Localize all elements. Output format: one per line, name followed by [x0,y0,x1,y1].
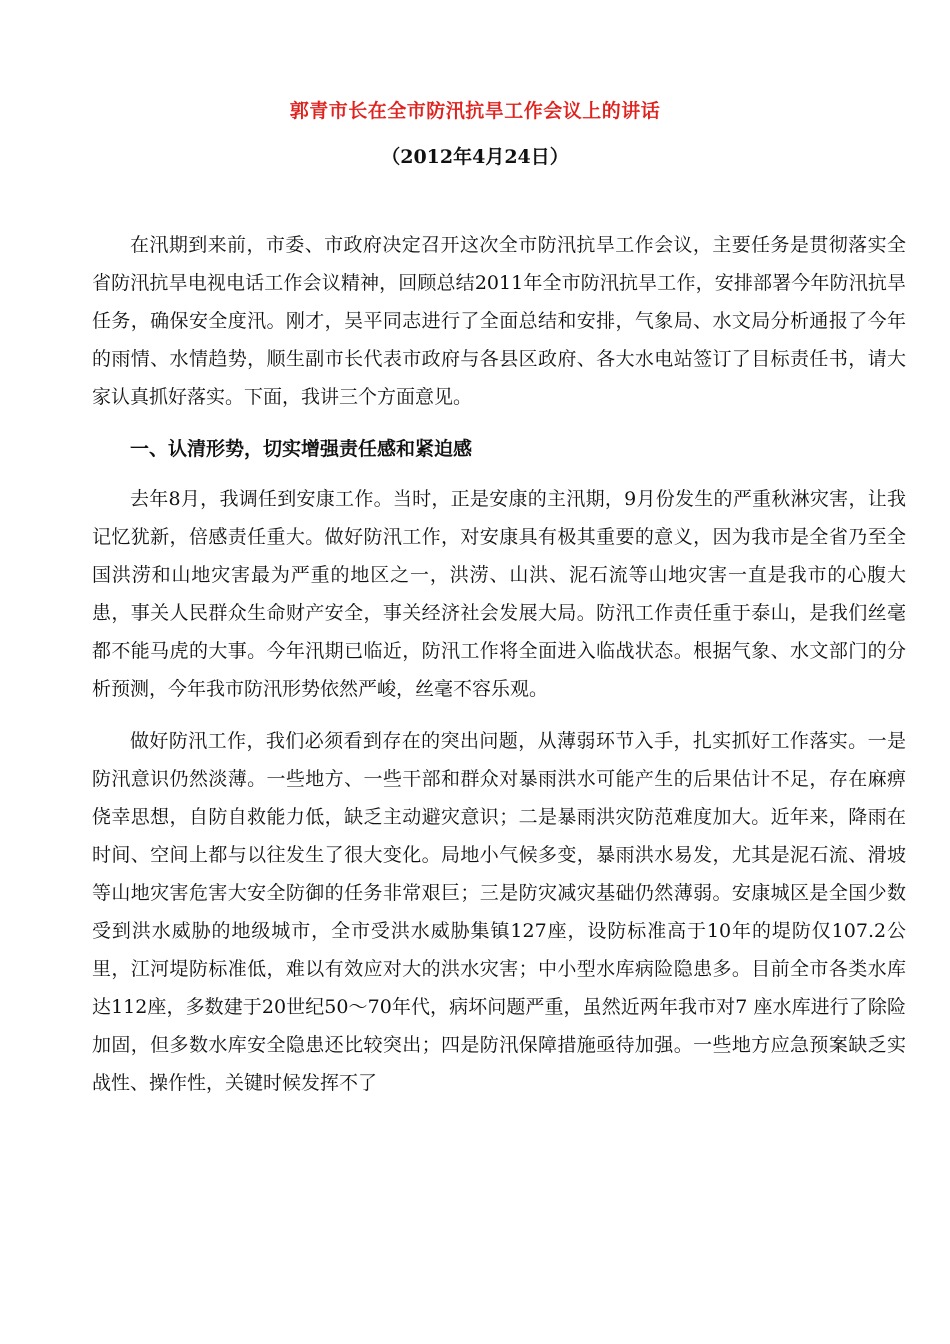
paragraph-situation: 去年8月，我调任到安康工作。当时，正是安康的主汛期，9月份发生的严重秋淋灾害，让我记忆犹新，倍感责任重大。做好防汛工作，对安康具有极其重要的意义，因为我市是全省乃至全国洪涝和山地灾害最为严重的地区之一，洪涝、山洪、泥石流等山地灾害一直是我市的心腹大患，事关人民群众生命财产安全，事关经济社会发展大局。防汛工作责任重于泰山，是我们丝毫都不能马虎的大事。今年汛期已临近，防汛工作将全面进入临战状态。根据气象、水文部门的分析预测，今年我市防汛形势依然严峻，丝毫不容乐观。 [92,488,906,700]
document-body [92,226,906,1102]
document-title: 郭青市长在全市防汛抗旱工作会议上的讲话 [289,100,661,122]
section-heading-1: 一、认清形势，切实增强责任感和紧迫感 [130,438,473,460]
document-date: （2012年4月24日） [381,146,569,168]
paragraph-intro: 在汛期到来前，市委、市政府决定召开这次全市防汛抗旱工作会议，主要任务是贯彻落实全省防汛抗旱电视电话工作会议精神，回顾总结2011年全市防汛抗旱工作，安排部署今年防汛抗旱任务，确保安全度汛。刚才，吴平同志进行了全面总结和安排，气象局、水文局分析通报了今年的雨情、水情趋势，顺生副市长代表市政府与各县区政府、各大水电站签订了目标责任书，请大家认真抓好落实。下面，我讲三个方面意见。 [92,234,906,408]
paragraph-problems: 做好防汛工作，我们必须看到存在的突出问题，从薄弱环节入手，扎实抓好工作落实。一是防汛意识仍然淡薄。一些地方、一些干部和群众对暴雨洪水可能产生的后果估计不足，存在麻痹侥幸思想，自防自救能力低，缺乏主动避灾意识；二是暴雨洪灾防范难度加大。近年来，降雨在时间、空间上都与以往发生了很大变化。局地小气候多变，暴雨洪水易发，尤其是泥石流、滑坡等山地灾害危害大安全防御的任务非常艰巨；三是防灾减灾基础仍然薄弱。安康城区是全国少数受到洪水威胁的地级城市，全市受洪水威胁集镇127座，设防标准高于10年的堤防仅107.2公里，江河堤防标准低，难以有效应对大的洪水灾害；中小型水库病险隐患多。目前全市各类水库达112座，多数建于20世纪50～70年代，病坏问题严重，虽然近两年我市对7 座水库进行了除险加固，但多数水库安全隐患还比较突出；四是防汛保障措施亟待加强。一些地方应急预案缺乏实战性、操作性，关键时候发挥不了 [92,730,906,1094]
